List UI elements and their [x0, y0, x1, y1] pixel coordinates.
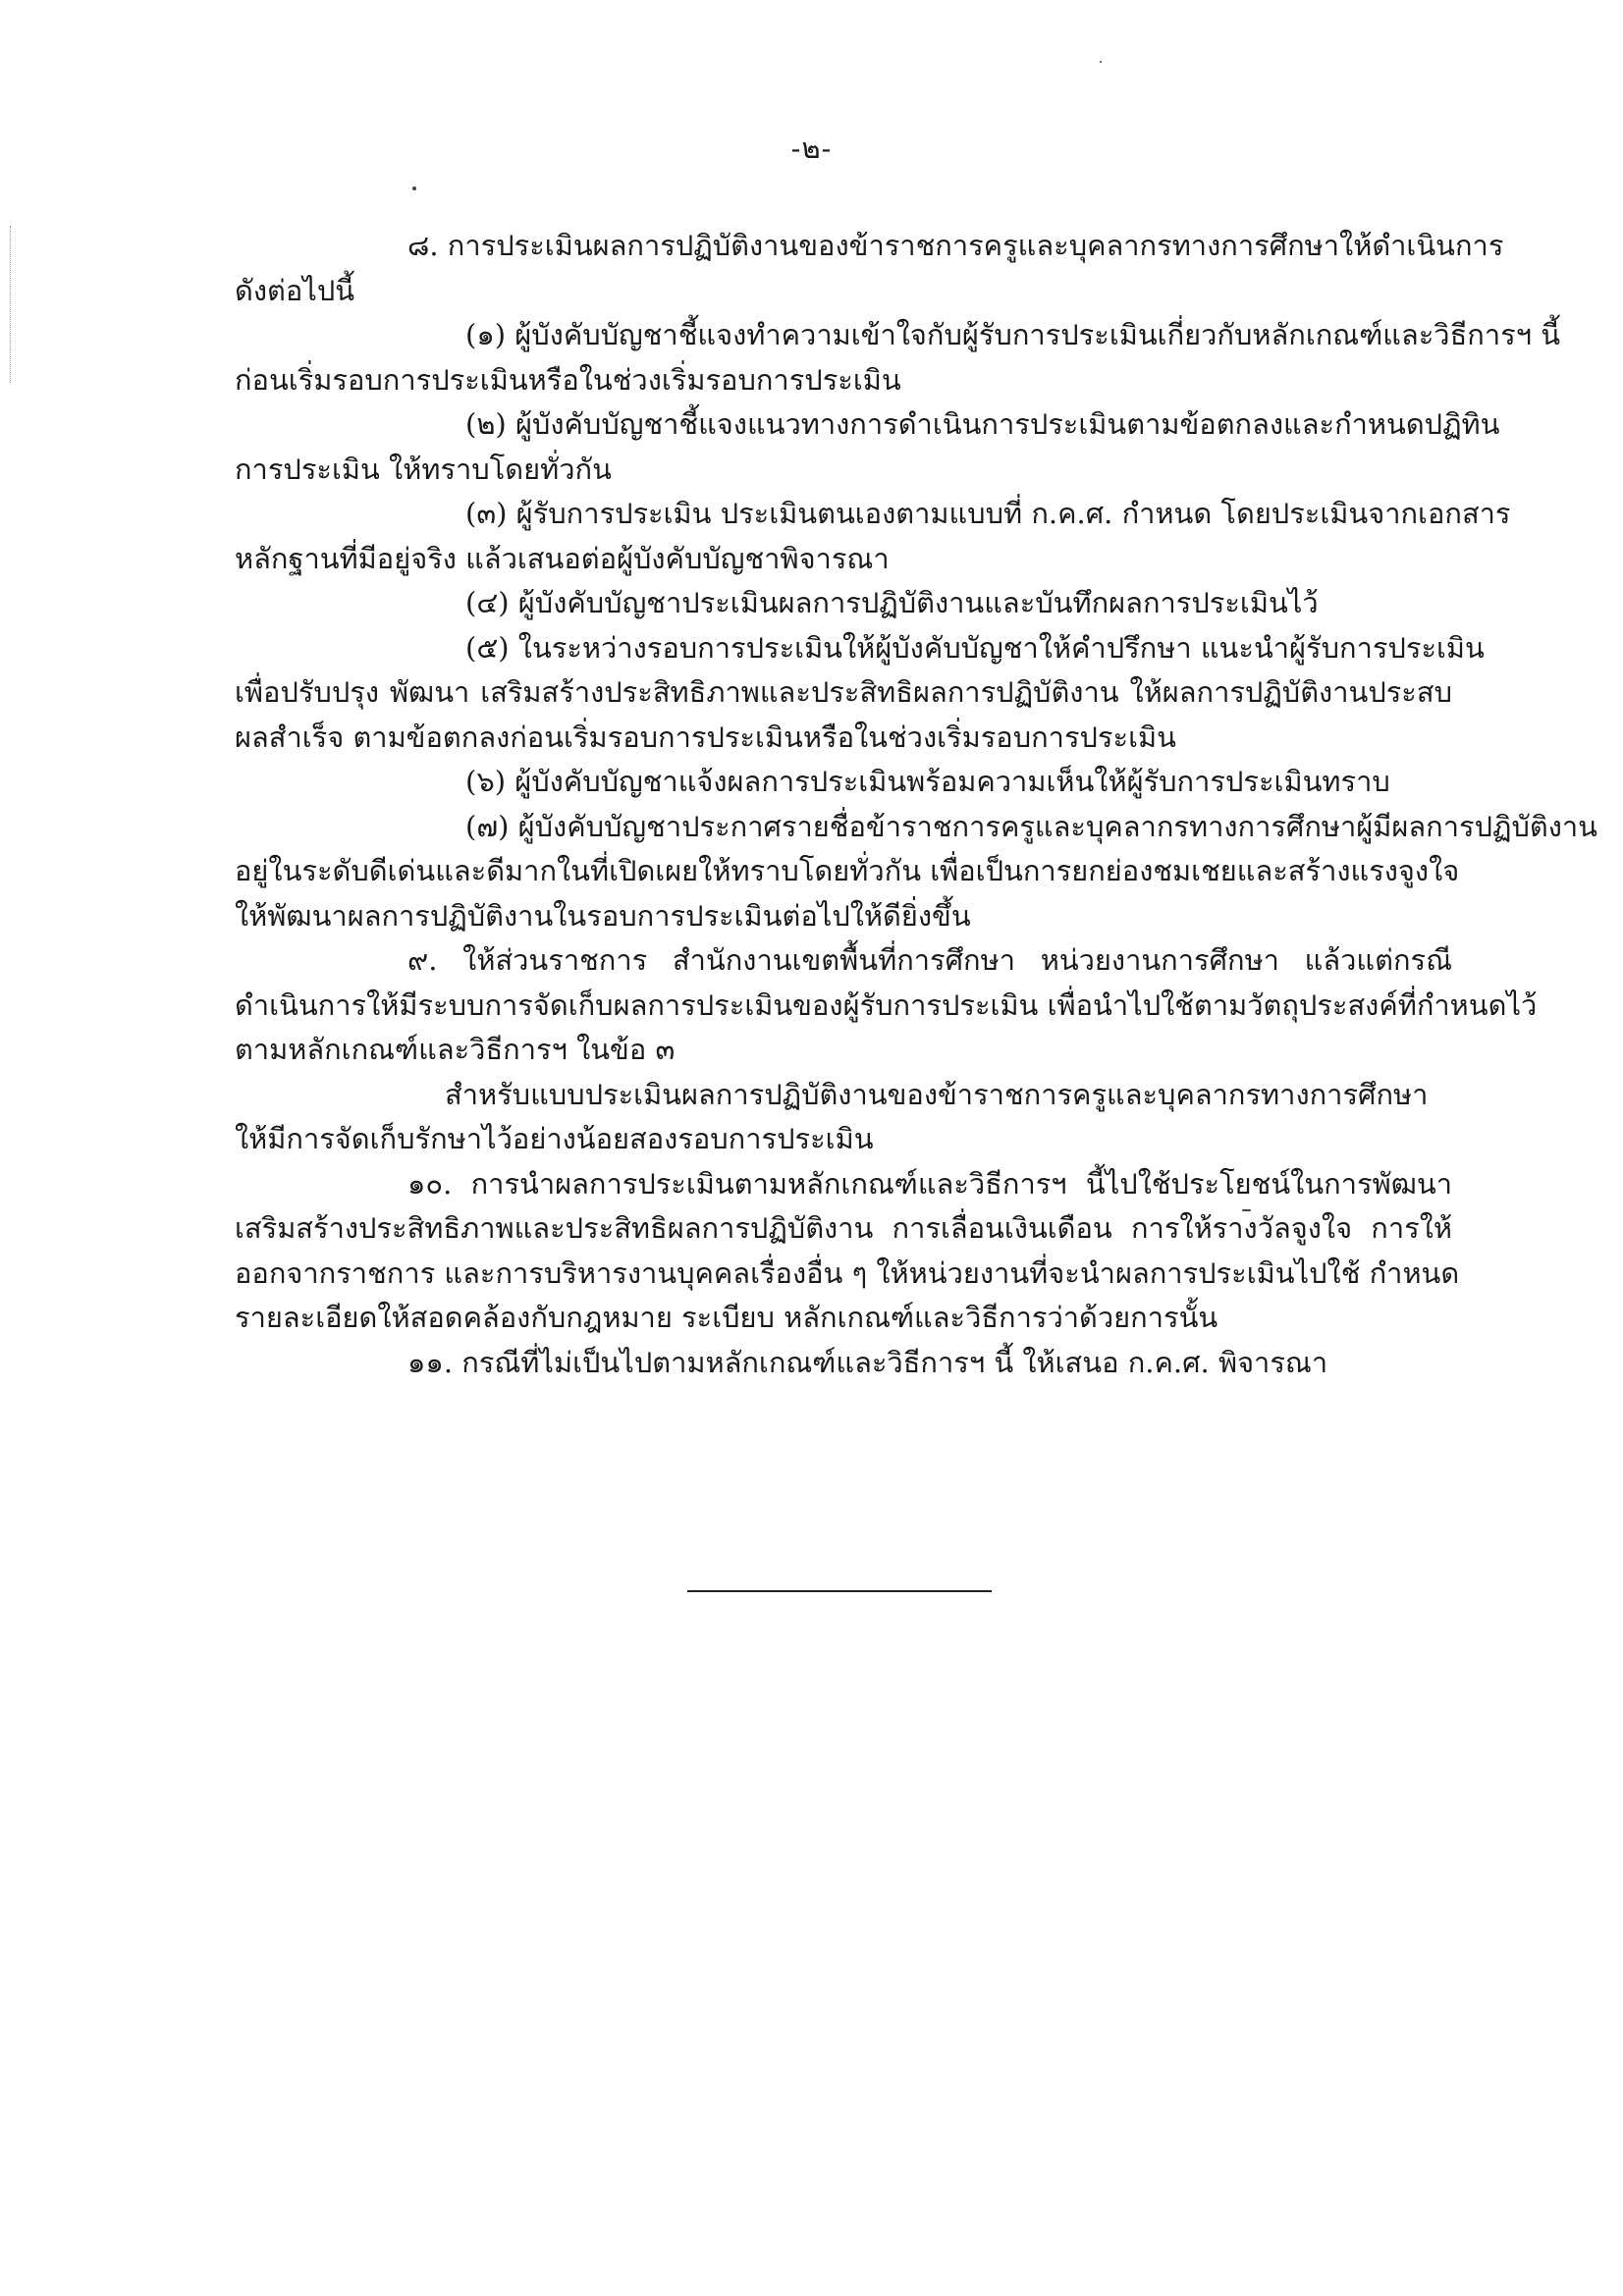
- text-line: ๙. ให้ส่วนราชการ สำนักงานเขตพื้นที่การศึกษา หน่วยงานการศึกษา แล้วแต่กรณี: [407, 943, 1452, 977]
- page-number: -๒-: [790, 132, 833, 165]
- paragraph-item-9: [235, 938, 1538, 1073]
- paragraph-item-8: [235, 224, 1504, 313]
- paragraph-subitem-7: [235, 805, 1597, 939]
- document-body: [235, 224, 1597, 1385]
- scan-speck: [412, 187, 416, 190]
- text-line: ให้มีการจัดเก็บรักษาไว้อย่างน้อยสองรอบการประเมิน: [235, 1122, 874, 1155]
- text-line: (๖) ผู้บังคับบัญชาแจ้งผลการประเมินพร้อมความเห็นให้ผู้รับการประเมินทราบ: [465, 765, 1390, 798]
- text-line: (๔) ผู้บังคับบัญชาประเมินผลการปฏิบัติงานและบันทึกผลการประเมินไว้: [465, 586, 1319, 619]
- text-line: ผลสำเร็จ ตามข้อตกลงก่อนเริ่มรอบการประเมินหรือในช่วงเริ่มรอบการประเมิน: [235, 720, 1176, 754]
- text-line: ๑๑. กรณีที่ไม่เป็นไปตามหลักเกณฑ์และวิธีการฯ นี้ ให้เสนอ ก.ค.ศ. พิจารณา: [407, 1345, 1328, 1379]
- text-line: (๓) ผู้รับการประเมิน ประเมินตนเองตามแบบที่ ก.ค.ศ. กำหนด โดยประเมินจากเอกสาร: [465, 497, 1511, 530]
- text-line: ดังต่อไปนี้: [235, 273, 355, 307]
- scan-edge-mark: [10, 226, 11, 383]
- paragraph-item-11: [235, 1341, 1452, 1386]
- text-line: ออกจากราชการ และการบริหารงานบุคคลเรื่องอื่น ๆ ให้หน่วยงานที่จะนำผลการประเมินไปใช้ กำหนด: [235, 1255, 1460, 1290]
- text-line: ๑๐. การนำผลการประเมินตามหลักเกณฑ์และวิธีการฯ นี้ไปใช้ประโยชน์ในการพัฒนา: [407, 1166, 1452, 1201]
- text-line: สำหรับแบบประเมินผลการปฏิบัติงานของข้าราชการครูและบุคลากรทางการศึกษา: [445, 1077, 1429, 1111]
- paragraph-subitem-5: [235, 626, 1485, 761]
- text-line: (๒) ผู้บังคับบัญชาชี้แจงแนวทางการดำเนินการประเมินตามข้อตกลงและกำหนดปฏิทิน: [465, 407, 1500, 441]
- paragraph-subitem-4: [235, 581, 1452, 626]
- paragraph-subitem-3: [235, 492, 1511, 581]
- paragraph-subitem-6: [235, 760, 1452, 805]
- text-line: รายละเอียดให้สอดคล้องกับกฎหมาย ระเบียบ หลักเกณฑ์และวิธีการว่าด้วยการนั้น: [235, 1301, 1218, 1334]
- text-line: เพื่อปรับปรุง พัฒนา เสริมสร้างประสิทธิภาพและประสิทธิผลการปฏิบัติงาน ให้ผลการปฏิบัติงานประสบ: [235, 675, 1452, 709]
- text-line: ให้พัฒนาผลการปฏิบัติงานในรอบการประเมินต่อไปให้ดียิ่งขึ้น: [235, 898, 971, 933]
- paragraph-item-10: [235, 1162, 1460, 1341]
- paragraph-subitem-1: [235, 313, 1561, 402]
- text-line: ๘. การประเมินผลการปฏิบัติงานของข้าราชการครูและบุคลากรทางการศึกษาให้ดำเนินการ: [407, 229, 1504, 262]
- text-line: ตามหลักเกณฑ์และวิธีการฯ ในข้อ ๓: [235, 1033, 676, 1066]
- text-line: (๕) ในระหว่างรอบการประเมินให้ผู้บังคับบัญชาให้คำปรึกษา แนะนำผู้รับการประเมิน: [465, 630, 1485, 665]
- text-line: ก่อนเริ่มรอบการประเมินหรือในช่วงเริ่มรอบการประเมิน: [235, 362, 901, 397]
- text-line: (๗) ผู้บังคับบัญชาประกาศรายชื่อข้าราชการครูและบุคลากรทางการศึกษาผู้มีผลการปฏิบัติงาน: [465, 809, 1597, 843]
- text-line: ดำเนินการให้มีระบบการจัดเก็บผลการประเมินของผู้รับการประเมิน เพื่อนำไปใช้ตามวัตถุประสงค์ที่กำหนดไว้: [235, 988, 1538, 1022]
- text-line: การประเมิน ให้ทราบโดยทั่วกัน: [235, 452, 612, 486]
- paragraph-subitem-2: [235, 402, 1500, 492]
- text-line: เสริมสร้างประสิทธิภาพและประสิทธิผลการปฏิบัติงาน การเลื่อนเงินเดือน การให้รางวัลจูงใจ การให้: [235, 1211, 1452, 1245]
- scan-speck: [1100, 61, 1102, 63]
- end-divider: [687, 1590, 992, 1592]
- text-line: หลักฐานที่มีอยู่จริง แล้วเสนอต่อผู้บังคับบัญชาพิจารณา: [235, 541, 890, 575]
- text-line: อยู่ในระดับดีเด่นและดีมากในที่เปิดเผยให้ทราบโดยทั่วกัน เพื่อเป็นการยกย่องชมเชยและสร้างแรงจูงใจ: [235, 854, 1460, 887]
- paragraph-item-9-note: [235, 1073, 1452, 1162]
- text-line: (๑) ผู้บังคับบัญชาชี้แจงทำความเข้าใจกับผู้รับการประเมินเกี่ยวกับหลักเกณฑ์และวิธีการฯ นี้: [465, 318, 1561, 351]
